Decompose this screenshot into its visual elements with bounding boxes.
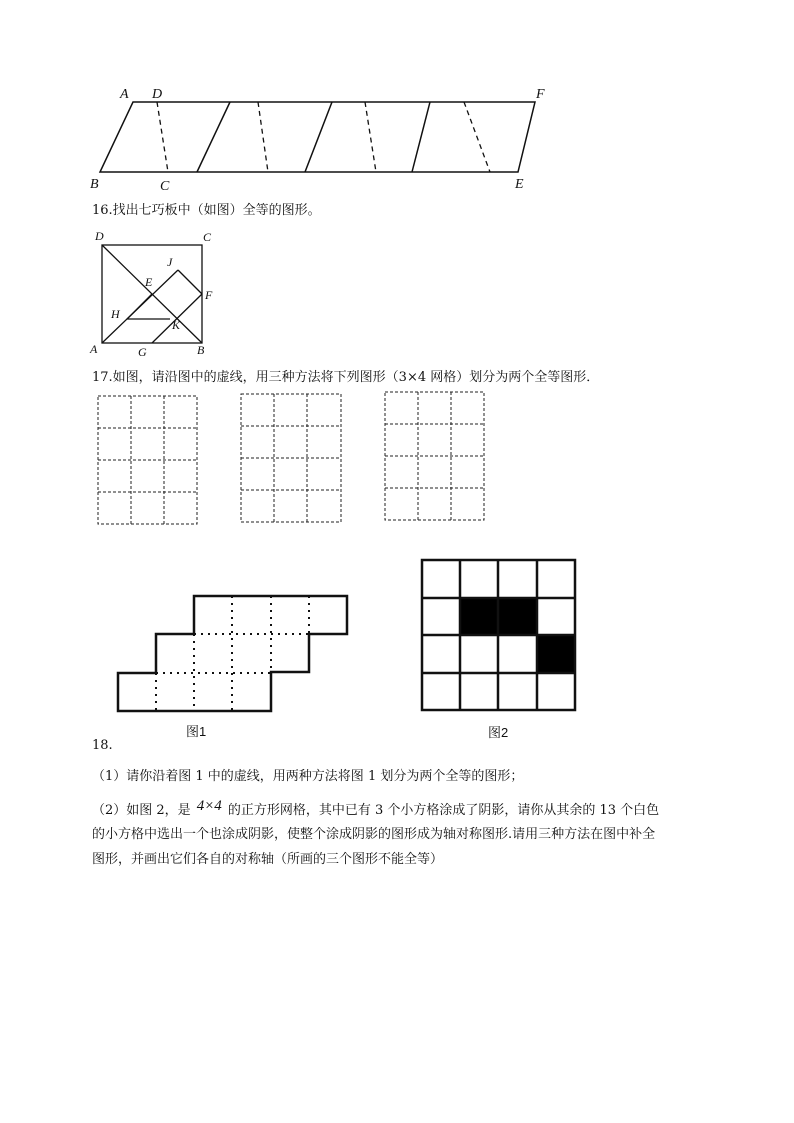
q18-formula: 4×4 xyxy=(196,798,222,814)
label-C-top: C xyxy=(160,179,170,194)
label-B-top: B xyxy=(90,177,99,192)
q17-text: 17.如图，请沿图中的虚线，用三种方法将下列图形（3×4 网格）划分为两个全等图形． xyxy=(92,370,600,385)
q18-part2-line0 xyxy=(92,798,660,820)
tangram-label-D: D xyxy=(95,229,104,243)
label-A-top: A xyxy=(120,87,129,102)
q18-number: 18. xyxy=(92,738,113,753)
q18-part2-prefix: （2）如图 2，是 xyxy=(92,803,191,818)
figure-2-caption: 图2 xyxy=(488,725,509,740)
shaded-cell-single xyxy=(537,635,575,673)
tangram-label-E: E xyxy=(145,275,153,289)
tangram-label-J: J xyxy=(167,255,173,269)
tangram-label-B: B xyxy=(197,343,205,357)
tangram-label-C: C xyxy=(203,230,212,244)
q18-part1: （1）请你沿着图 1 中的虚线，用两种方法将图 1 划分为两个全等的图形； xyxy=(92,769,524,784)
tangram-label-H: H xyxy=(111,307,120,321)
label-E-top: E xyxy=(515,177,524,192)
tangram-label-A: A xyxy=(90,342,98,356)
label-D-top: D xyxy=(152,87,163,102)
figure-1-caption: 图1 xyxy=(186,724,207,739)
tangram-label-G: G xyxy=(138,345,147,359)
tangram-label-F: F xyxy=(205,288,213,302)
q18-part2-line2: 的小方格中选出一个也涂成阴影，使整个涂成阴影的图形成为轴对称图形.请用三种方法在图中补全 xyxy=(92,827,656,842)
q18-part2-line3: 图形，并画出它们各自的对称轴（所画的三个图形不能全等） xyxy=(92,852,444,867)
q18-part2-line1: 的正方形网格，其中已有 3 个小方格涂成了阴影，请你从其余的 13 个白色 xyxy=(227,803,660,818)
label-F-top: F xyxy=(536,87,545,102)
tangram-label-K: K xyxy=(172,318,181,332)
q16-text: 16.找出七巧板中（如图）全等的图形。 xyxy=(92,203,321,218)
